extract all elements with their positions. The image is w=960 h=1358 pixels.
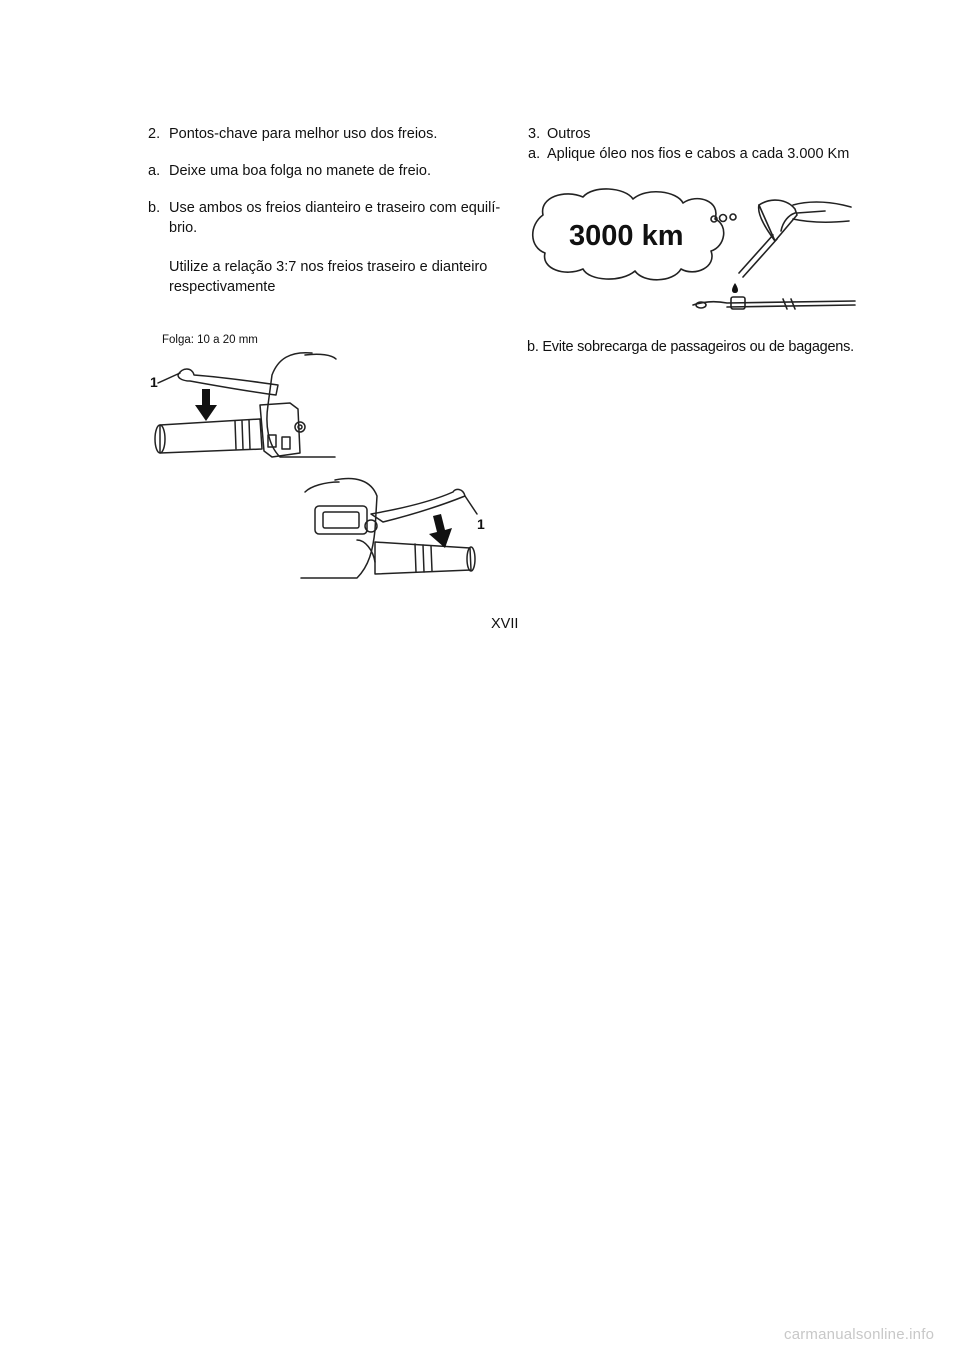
brake-lever-illustration-top <box>140 345 350 465</box>
callout-1-top: 1 <box>150 374 158 390</box>
left-item-a-text: Deixe uma boa folga no manete de freio. <box>169 163 431 179</box>
section-3-text: Outros <box>547 126 591 142</box>
figure-caption-folga: Folga: 10 a 20 mm <box>162 334 258 346</box>
section-3-marker: 3. <box>528 126 541 142</box>
oil-cable-illustration <box>525 185 860 315</box>
left-item-b-line2: brio. <box>169 220 198 236</box>
right-item-a-marker: a. <box>528 146 541 162</box>
right-item-a-text: Aplique óleo nos fios e cabos a cada 3.000 Km <box>547 146 850 162</box>
left-item-b-line1: Use ambos os freios dianteiro e traseiro com equilí- <box>169 200 501 216</box>
right-item-b-text: b. Evite sobrecarga de passageiros ou de bagagens. <box>527 339 854 355</box>
section-2-text: Pontos-chave para melhor uso dos freios. <box>169 126 438 142</box>
watermark-site-link[interactable]: carmanualsonline.info <box>784 1326 935 1343</box>
section-2-marker: 2. <box>148 126 161 142</box>
callout-1-bottom: 1 <box>477 516 485 532</box>
left-item-b-note-line1: Utilize a relação 3:7 nos freios traseiro e dianteiro <box>169 259 488 275</box>
left-item-b-note-line2: respectivamente <box>169 279 276 295</box>
page-number: XVII <box>491 616 519 632</box>
cloud-text-3000km: 3000 km <box>569 220 684 252</box>
left-item-b <box>148 198 501 298</box>
left-item-a-marker: a. <box>148 163 161 179</box>
brake-lever-illustration-bottom <box>295 470 490 585</box>
left-item-b-marker: b. <box>148 200 161 216</box>
